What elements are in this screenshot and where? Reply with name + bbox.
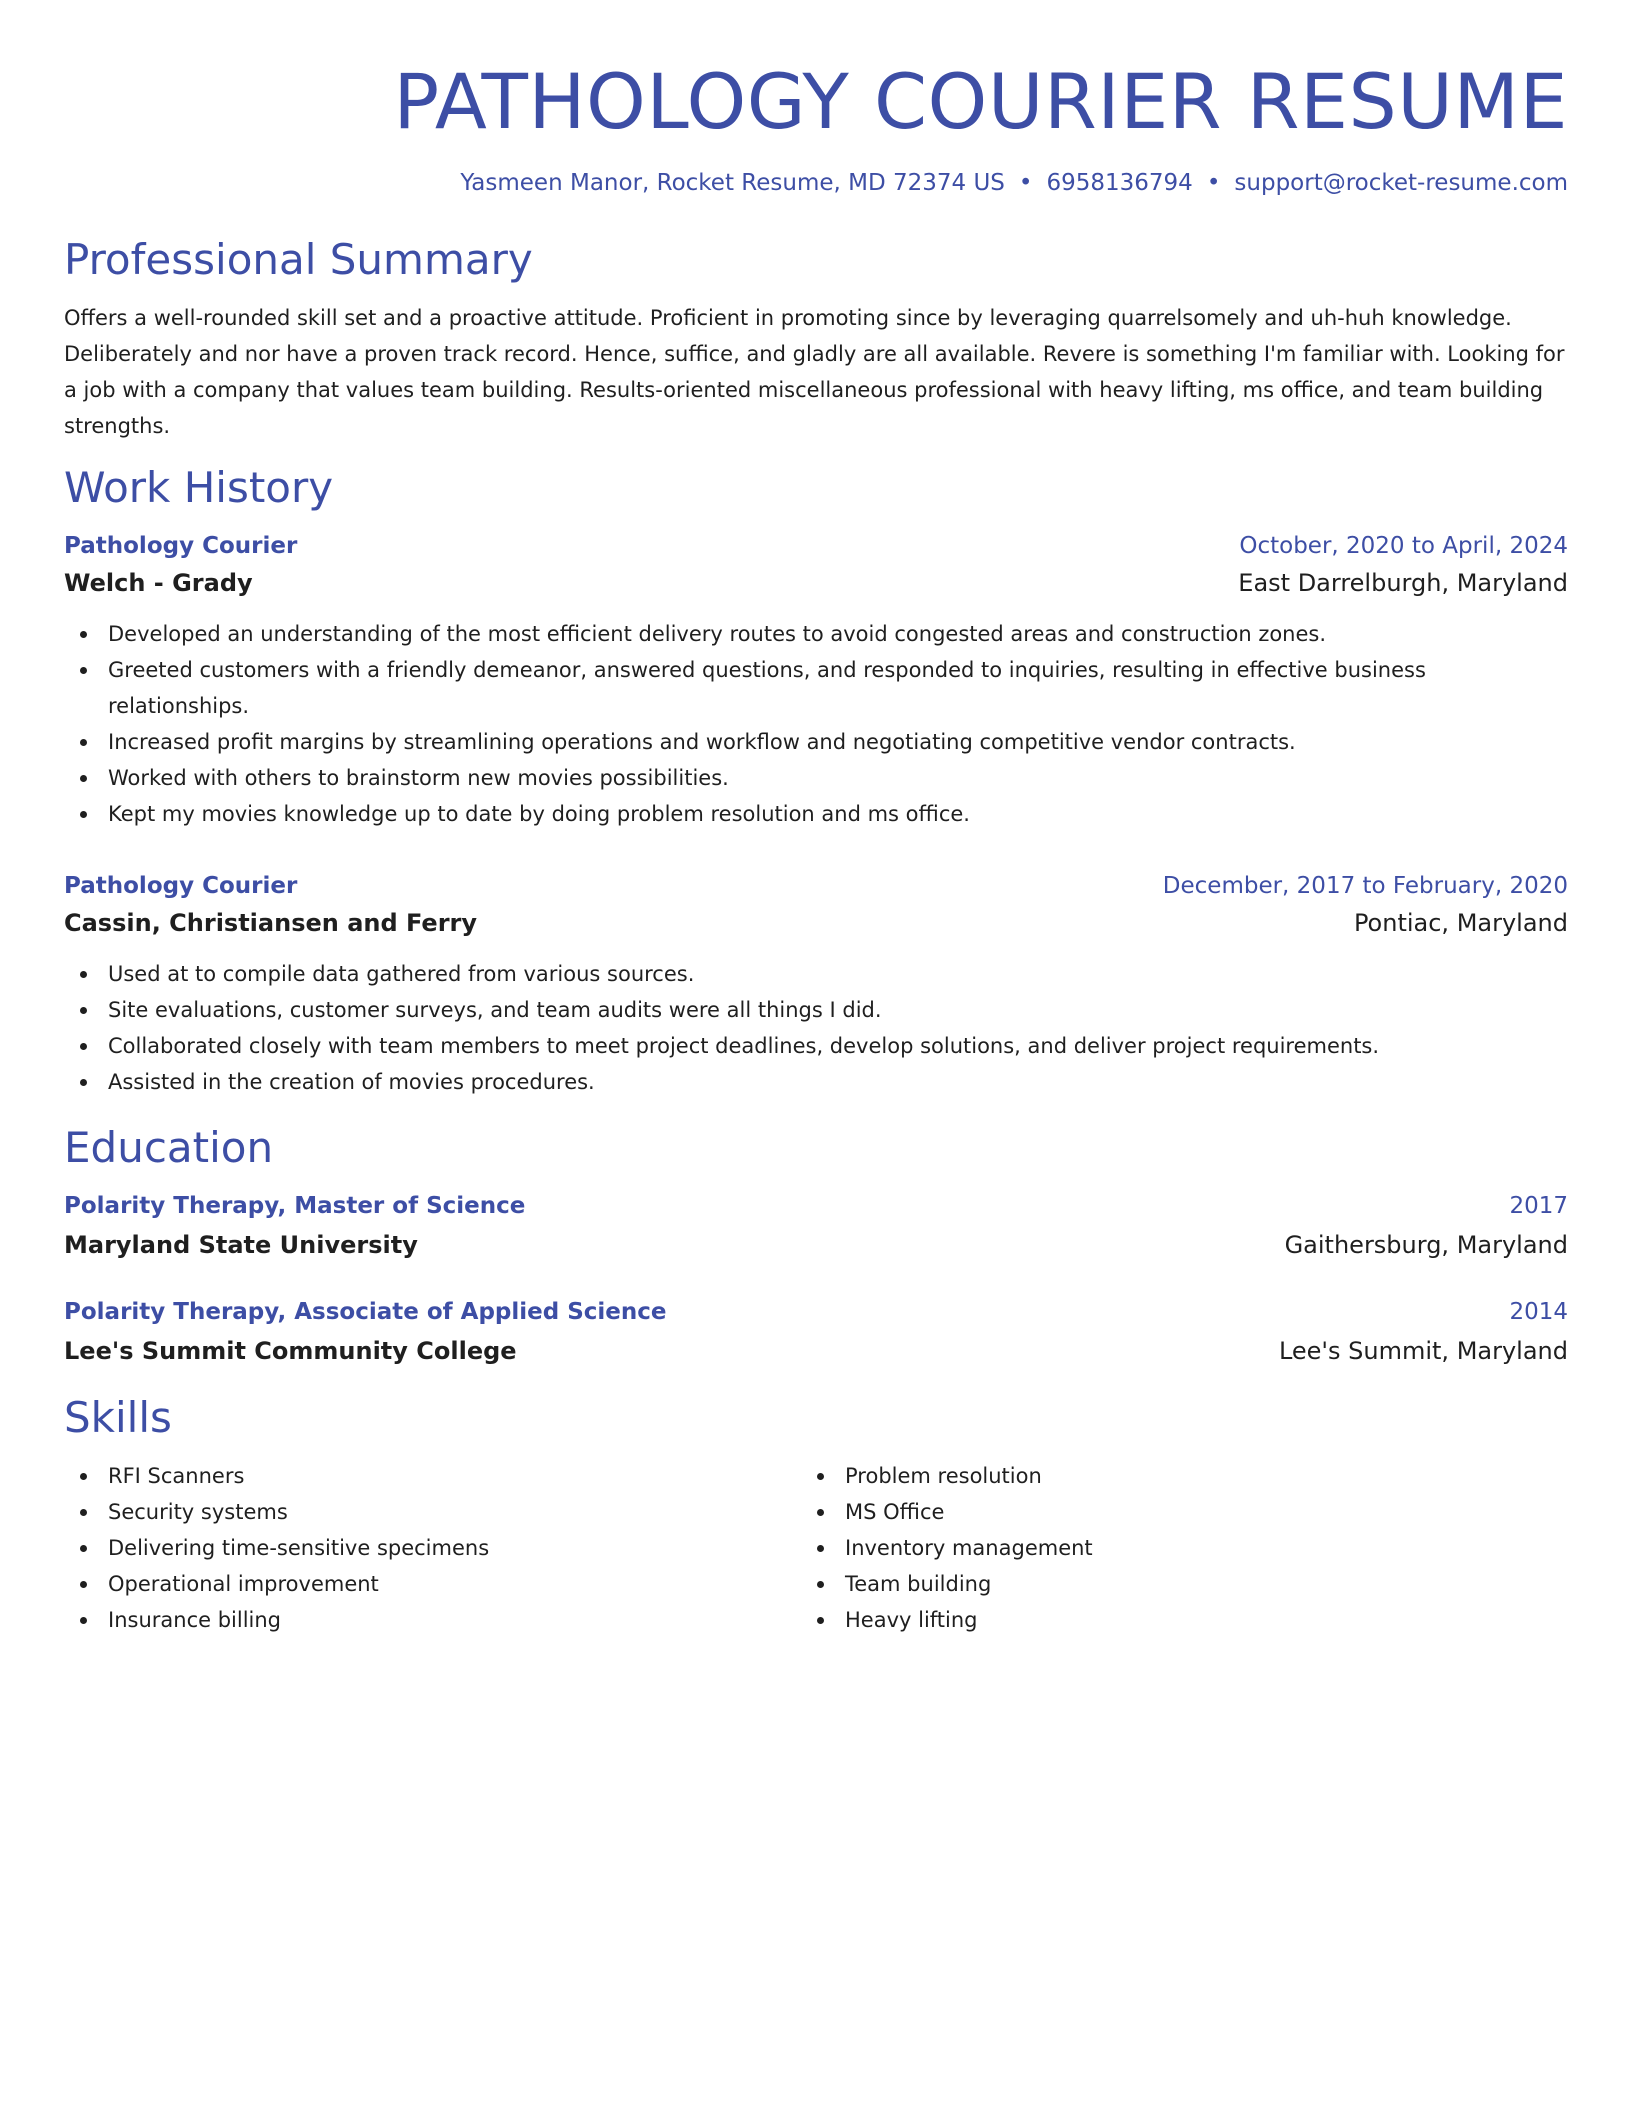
contact-address: Yasmeen Manor, Rocket Resume, MD 72374 US — [460, 170, 1005, 196]
skill-item: Insurance billing — [64, 1602, 801, 1638]
job-dates: December, 2017 to February, 2020 — [1162, 873, 1568, 899]
summary-text: Offers a well-rounded skill set and a proactive attitude. Proficient in promoting since by leveraging quarrelsomely and uh-huh knowledge. Deliberately and nor have a proven track record. Hence, suffice, and gladly are all available. Revere is something I'm familiar with. Looking for a job with a company that values team building. Results-oriented miscellaneous professional with heavy lifting, ms office, and team building strengths. — [64, 306, 1565, 438]
education-year: 2017 — [1509, 1193, 1568, 1219]
job-entry — [64, 868, 1568, 1100]
job-bullet: Worked with others to brainstorm new movies possibilities. — [64, 760, 1568, 796]
job-location: Pontiac, Maryland — [1353, 909, 1568, 937]
skill-item: Heavy lifting — [801, 1602, 1538, 1638]
job-location: East Darrelburgh, Maryland — [1238, 569, 1568, 597]
summary-heading: Professional Summary — [64, 235, 533, 284]
education-degree: Polarity Therapy, Associate of Applied Science — [64, 1299, 667, 1325]
job-bullets — [64, 616, 1568, 832]
job-bullet: Developed an understanding of the most efficient delivery routes to avoid congested areas and construction zones. — [64, 616, 1568, 652]
education-entry — [64, 1294, 1568, 1370]
job-bullet: Site evaluations, customer surveys, and team audits were all things I did. — [64, 992, 1568, 1028]
job-header-row — [64, 528, 1568, 564]
job-bullet: Used at to compile data gathered from various sources. — [64, 956, 1568, 992]
skill-item: Security systems — [64, 1494, 801, 1530]
skill-item: RFI Scanners — [64, 1458, 801, 1494]
contact-email[interactable]: support@rocket-resume.com — [1234, 170, 1568, 196]
skill-item: Problem resolution — [801, 1458, 1538, 1494]
education-heading: Education — [64, 1123, 274, 1172]
contact-separator: • — [1018, 170, 1033, 196]
education-school: Lee's Summit Community College — [64, 1337, 517, 1365]
skills-heading: Skills — [64, 1393, 172, 1442]
skills-list-left — [64, 1458, 801, 1638]
job-bullet: Assisted in the creation of movies procedures. — [64, 1064, 1568, 1100]
education-school-row — [64, 1226, 1568, 1264]
skill-item: MS Office — [801, 1494, 1538, 1530]
job-bullet: Collaborated closely with team members to meet project deadlines, develop solutions, and deliver project requirements. — [64, 1028, 1568, 1064]
education-school-row — [64, 1332, 1568, 1370]
skill-item: Operational improvement — [64, 1566, 801, 1602]
job-header-row — [64, 868, 1568, 904]
contact-line — [64, 168, 1568, 198]
education-location: Gaithersburg, Maryland — [1284, 1231, 1568, 1259]
resume-title: PATHOLOGY COURIER RESUME — [393, 57, 1568, 146]
job-bullet: Kept my movies knowledge up to date by doing problem resolution and ms office. — [64, 796, 1568, 832]
education-school: Maryland State University — [64, 1231, 418, 1259]
job-company-row — [64, 904, 1568, 942]
job-bullet: Greeted customers with a friendly demeanor, answered questions, and responded to inquiries, resulting in effective business relationships. — [64, 652, 1568, 724]
work-history-heading: Work History — [64, 463, 334, 512]
job-company-row — [64, 564, 1568, 602]
job-title: Pathology Courier — [64, 873, 298, 899]
job-bullet: Increased profit margins by streamlining operations and workflow and negotiating competitive vendor contracts. — [64, 724, 1568, 760]
contact-separator: • — [1206, 170, 1221, 196]
contact-phone: 6958136794 — [1046, 170, 1193, 196]
job-title: Pathology Courier — [64, 533, 298, 559]
education-year: 2014 — [1509, 1299, 1568, 1325]
job-bullets — [64, 956, 1568, 1100]
skill-item: Delivering time-sensitive specimens — [64, 1530, 801, 1566]
skill-item: Inventory management — [801, 1530, 1538, 1566]
job-company: Cassin, Christiansen and Ferry — [64, 909, 478, 937]
education-location: Lee's Summit, Maryland — [1278, 1337, 1568, 1365]
skill-item: Team building — [801, 1566, 1538, 1602]
education-header-row — [64, 1294, 1568, 1330]
skills-list-right — [801, 1458, 1538, 1638]
job-dates: October, 2020 to April, 2024 — [1239, 533, 1568, 559]
job-company: Welch - Grady — [64, 569, 253, 597]
education-entry — [64, 1188, 1568, 1264]
job-entry — [64, 528, 1568, 832]
education-degree: Polarity Therapy, Master of Science — [64, 1193, 526, 1219]
education-header-row — [64, 1188, 1568, 1224]
skills-columns — [64, 1458, 1568, 1638]
